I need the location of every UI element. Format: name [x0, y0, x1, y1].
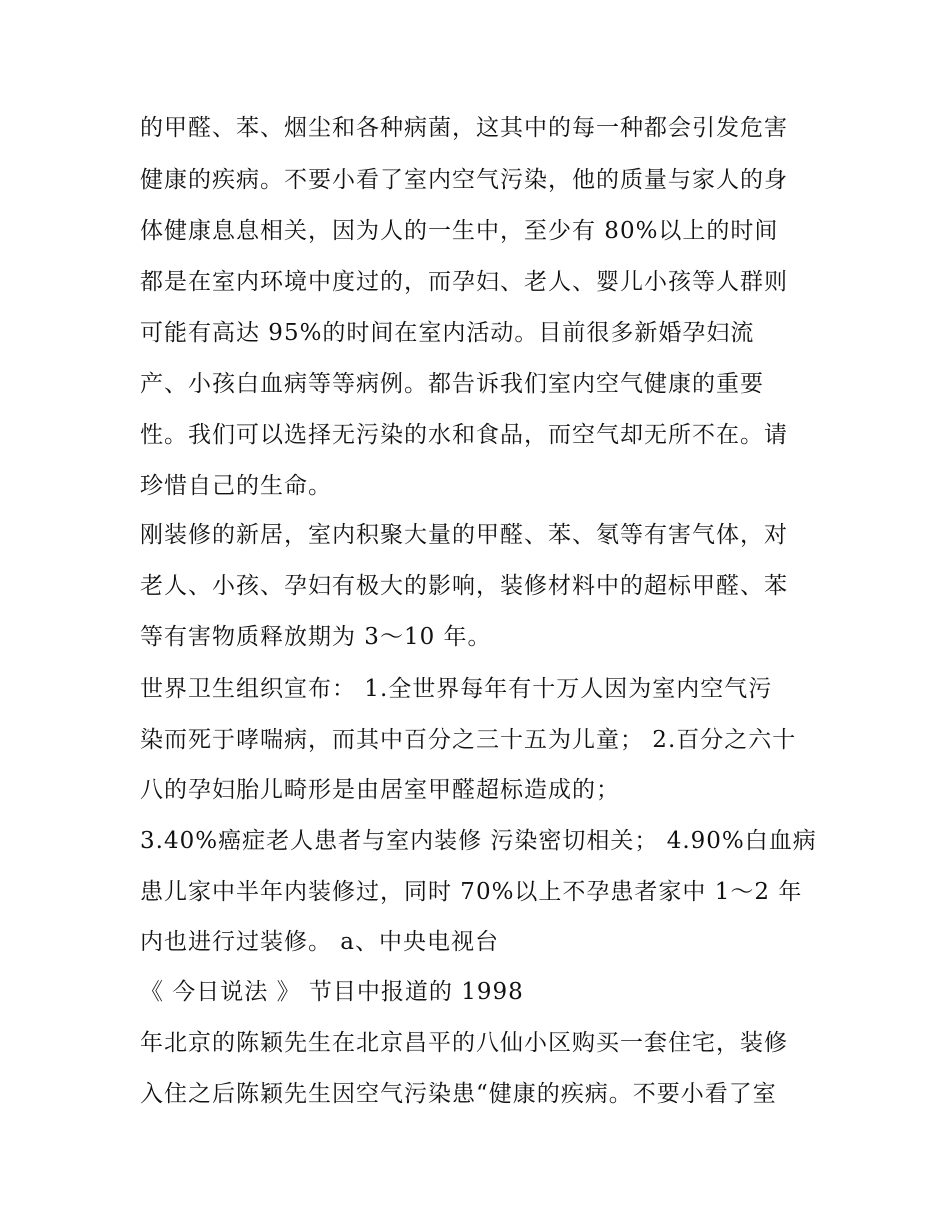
- text-line-9: 刚装修的新居，室内积聚大量的甲醛、苯、氡等有害气体，对: [140, 522, 788, 548]
- text-line-10: 老人、小孩、孕妇有极大的影响，装修材料中的超标甲醛、苯: [140, 573, 788, 599]
- text-line-15: 3.40%癌症老人患者与室内装修 污染密切相关； 4.90%白血病: [140, 828, 817, 854]
- text-line-5: 可能有高达 95%的时间在室内活动。目前很多新婚孕妇流: [140, 320, 755, 346]
- text-line-19: 年北京的陈颖先生在北京昌平的八仙小区购买一套住宅，装修: [140, 1030, 788, 1056]
- text-line-18: 《 今日说法 》 节目中报道的 1998: [140, 979, 524, 1005]
- text-line-8: 珍惜自己的生命。: [140, 473, 332, 499]
- text-line-17: 内也进行过装修。 a、中央电视台: [140, 929, 500, 955]
- text-line-13: 染而死于哮喘病，而其中百分之三十五为儿童； 2.百分之六十: [140, 727, 797, 753]
- text-line-16: 患儿家中半年内装修过，同时 70%以上不孕患者家中 1～2 年: [140, 879, 803, 905]
- text-line-7: 性。我们可以选择无污染的水和食品，而空气却无所不在。请: [140, 422, 788, 448]
- text-line-12: 世界卫生组织宣布： 1.全世界每年有十万人因为室内空气污: [140, 676, 773, 702]
- text-line-4: 都是在室内环境中度过的，而孕妇、老人、婴儿小孩等人群则: [140, 269, 788, 295]
- text-line-6: 产、小孩白血病等等病例。都告诉我们室内空气健康的重要: [140, 371, 764, 397]
- text-line-2: 健康的疾病。不要小看了室内空气污染，他的质量与家人的身: [140, 167, 788, 193]
- text-line-20: 入住之后陈颖先生因空气污染患“健康的疾病。不要小看了室: [140, 1081, 777, 1107]
- text-line-11: 等有害物质释放期为 3～10 年。: [140, 624, 492, 650]
- text-line-3: 体健康息息相关，因为人的一生中，至少有 80%以上的时间: [140, 218, 779, 244]
- text-line-1: 的甲醛、苯、烟尘和各种病菌，这其中的每一种都会引发危害: [140, 115, 788, 141]
- text-line-14: 八的孕妇胎儿畸形是由居室甲醛超标造成的；: [140, 777, 620, 803]
